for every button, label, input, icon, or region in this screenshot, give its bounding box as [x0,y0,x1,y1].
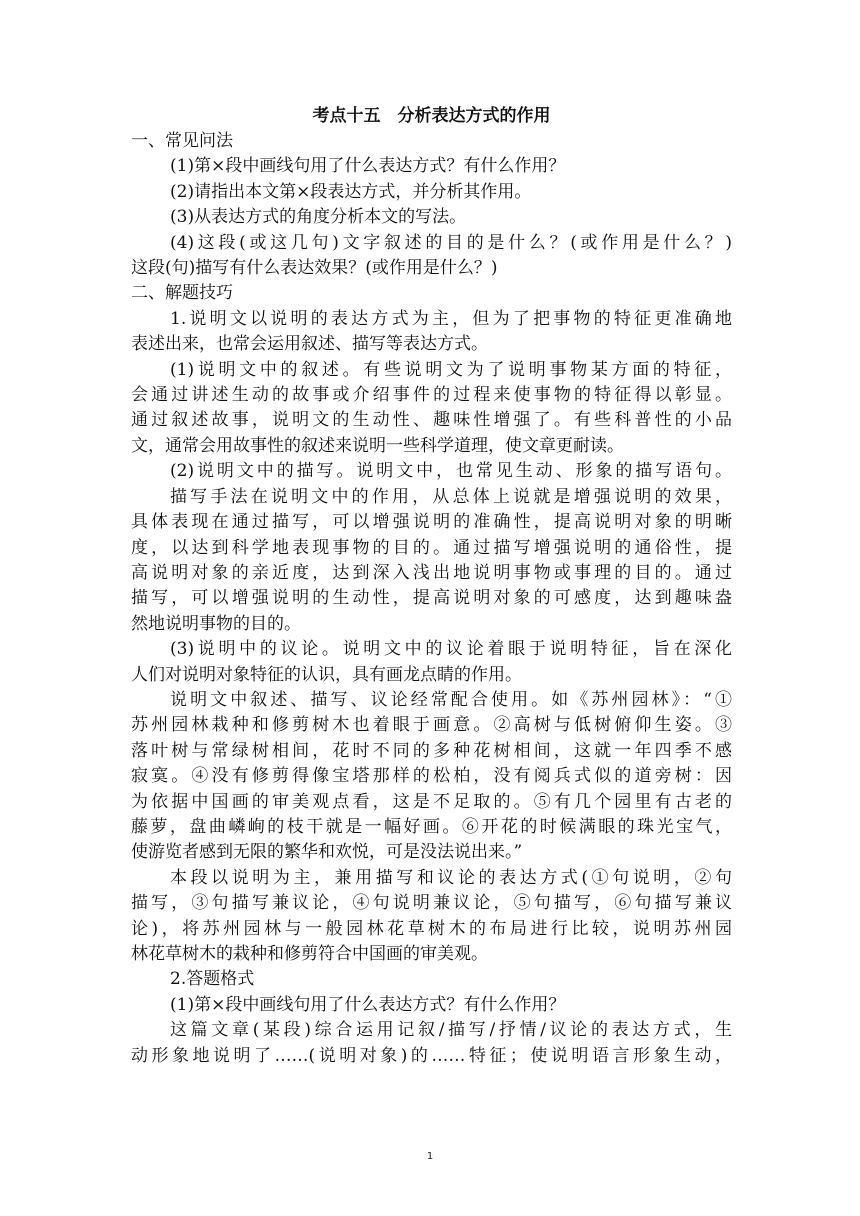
text-line: 文，通常会用故事性的叙述来说明一些科学道理，使文章更耐读。 [131,435,624,456]
text-line: 然地说明事物的目的。 [131,613,301,634]
text-line: (2)请指出本文第×段表达方式，并分析其作用。 [170,181,532,202]
text-line: 论)，将苏州园林与一般园林花草树木的布局进行比较，说明苏州园 [131,918,732,939]
text-line: 为依据中国画的审美观点看，这是不足取的。⑤有几个园里有古老的 [131,791,732,812]
document-body [131,104,732,1069]
paragraph-lines [131,129,732,1069]
text-line: (1)第×段中画线句用了什么表达方式？有什么作用？ [170,156,566,177]
text-line: 1.说明文以说明的表达方式为主，但为了把事物的特征更准确地 [170,308,732,329]
text-line: 二、解题技巧 [131,283,233,304]
text-line: 说明文中叙述、描写、议论经常配合使用。如《苏州园林》：“① [170,689,732,710]
text-line: 通过叙述故事，说明文的生动性、趣味性增强了。有些科普性的小品 [131,410,732,431]
text-line: (1)第×段中画线句用了什么表达方式？有什么作用？ [170,994,566,1015]
text-line: 人们对说明对象特征的认识，具有画龙点睛的作用。 [131,664,522,685]
text-line: 苏州园林栽种和修剪树木也着眼于画意。②高树与低树俯仰生姿。③ [131,715,732,736]
text-line: 描写，③句描写兼议论，④句说明兼议论，⑤句描写，⑥句描写兼议 [131,893,732,914]
text-line: (1)说明文中的叙述。有些说明文为了说明事物某方面的特征， [170,359,732,380]
text-line: 动形象地说明了……(说明对象)的……特征；使说明语言形象生动， [131,1045,732,1066]
text-line: 使游览者感到无限的繁华和欢悦，可是没法说出来。” [131,842,523,863]
text-line: 具体表现在通过描写，可以增强说明的准确性，提高说明对象的明晰 [131,512,732,533]
text-line: 描写手法在说明文中的作用，从总体上说就是增强说明的效果， [170,486,732,507]
text-line: (2)说明文中的描写。说明文中，也常见生动、形象的描写语句。 [170,461,732,482]
text-line: 表述出来，也常会运用叙述、描写等表达方式。 [131,334,488,355]
text-line: 度，以达到科学地表现事物的目的。通过描写增强说明的通俗性，提 [131,537,732,558]
text-line: 林花草树木的栽种和修剪符合中国画的审美观。 [131,944,488,964]
text-line: (3)说明中的议论。说明文中的议论着眼于说明特征，旨在深化 [170,639,732,660]
text-line: 本段以说明为主，兼用描写和议论的表达方式(①句说明，②句 [170,867,732,888]
text-line: 2.答题格式 [170,969,255,990]
text-line: 这段(句)描写有什么表达效果？(或作用是什么？) [131,258,498,279]
text-line: 寂寞。④没有修剪得像宝塔那样的松柏，没有阅兵式似的道旁树：因 [131,766,732,787]
document-title: 考点十五 分析表达方式的作用 [312,106,551,126]
text-line: 描写，可以增强说明的生动性，提高说明对象的可感度，达到趣味盎 [131,588,732,609]
text-line: 这篇文章(某段)综合运用记叙/描写/抒情/议论的表达方式，生 [170,1020,732,1041]
text-line: 藤萝，盘曲嶙峋的枝干就是一幅好画。⑥开花的时候满眼的珠光宝气， [131,816,732,837]
text-line: 会通过讲述生动的故事或介绍事件的过程来使事物的特征得以彰显。 [131,385,732,406]
text-line: 高说明对象的亲近度，达到深入浅出地说明事物或事理的目的。通过 [131,562,732,583]
text-line: 落叶树与常绿树相间，花时不同的多种花树相间，这就一年四季不感 [131,740,732,761]
text-line: 一、常见问法 [131,131,233,151]
text-line: (4)这段(或这几句)文字叙述的目的是什么？(或作用是什么？) [170,232,732,253]
page-number: 1 [426,1151,434,1162]
text-line: (3)从表达方式的角度分析本文的写法。 [170,207,467,228]
